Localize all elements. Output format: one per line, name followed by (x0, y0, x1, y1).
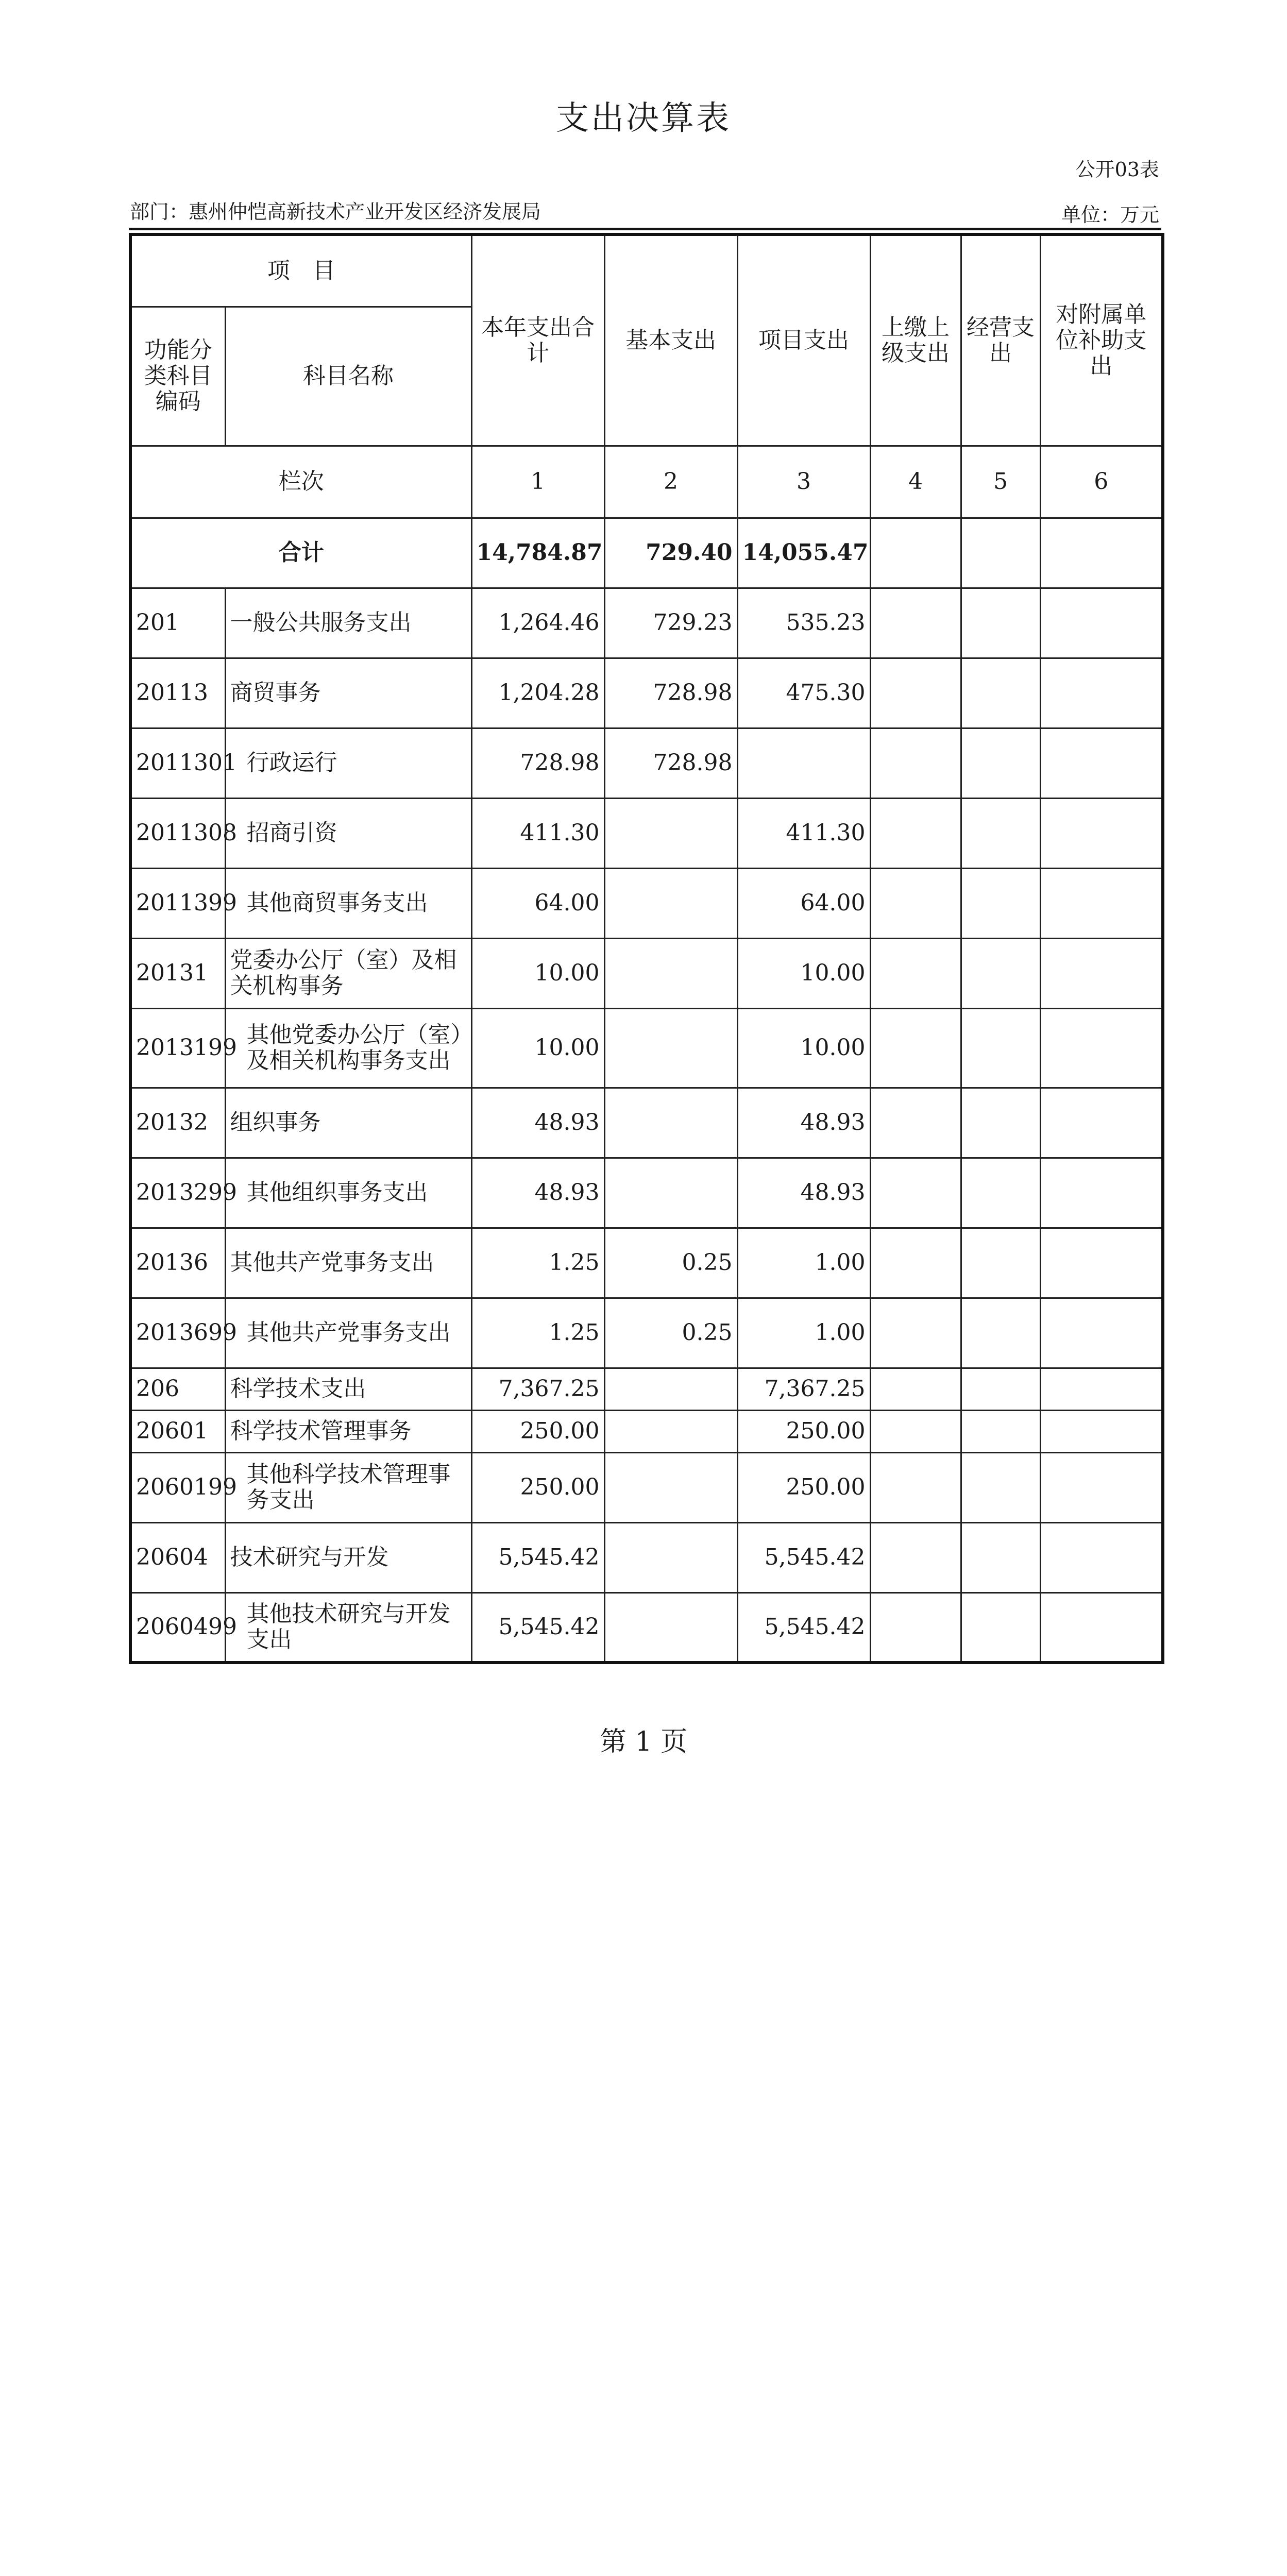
row-value: 10.00 (737, 938, 870, 1008)
row-value: 475.30 (737, 658, 870, 728)
row-value (961, 1088, 1040, 1158)
row-value: 411.30 (471, 798, 604, 868)
row-value (870, 588, 961, 658)
row-value (961, 728, 1040, 798)
total-label: 合计 (130, 518, 471, 588)
row-name: 商贸事务 (225, 658, 471, 728)
total-cell: 14,784.87 (471, 518, 604, 588)
row-code: 2011399 (130, 868, 225, 938)
row-value (1040, 938, 1163, 1008)
row-value (870, 938, 961, 1008)
table-row (130, 588, 1163, 658)
row-value (1040, 1410, 1163, 1452)
row-name: 其他技术研究与开发支出 (225, 1592, 471, 1663)
column-number: 3 (737, 446, 870, 518)
row-code: 20113 (130, 658, 225, 728)
row-value: 10.00 (471, 1008, 604, 1088)
row-code: 206 (130, 1368, 225, 1410)
row-code: 20131 (130, 938, 225, 1008)
row-code: 2013299 (130, 1158, 225, 1228)
row-value (1040, 1228, 1163, 1298)
row-value: 48.93 (471, 1088, 604, 1158)
row-value (870, 1088, 961, 1158)
row-value (604, 1368, 737, 1410)
row-value: 10.00 (471, 938, 604, 1008)
row-value (604, 1008, 737, 1088)
row-label: 栏次 (130, 446, 471, 518)
row-value (961, 938, 1040, 1008)
table-row (130, 658, 1163, 728)
row-name: 其他共产党事务支出 (225, 1228, 471, 1298)
row-code: 201 (130, 588, 225, 658)
row-name: 其他商贸事务支出 (225, 868, 471, 938)
table-row (130, 1368, 1163, 1410)
row-code: 20601 (130, 1410, 225, 1452)
row-value (870, 1008, 961, 1088)
row-code: 2060499 (130, 1592, 225, 1663)
col-total-header: 本年支出合计 (471, 234, 604, 446)
row-name: 技术研究与开发 (225, 1522, 471, 1592)
table-row (130, 1410, 1163, 1452)
row-code: 2011301 (130, 728, 225, 798)
table-row (130, 868, 1163, 938)
row-value (604, 1158, 737, 1228)
column-number: 2 (604, 446, 737, 518)
row-value (961, 868, 1040, 938)
row-code: 20132 (130, 1088, 225, 1158)
row-value (961, 1008, 1040, 1088)
row-value (1040, 1452, 1163, 1522)
item-header: 项 目 (130, 234, 471, 307)
row-value: 1.25 (471, 1298, 604, 1368)
row-value (870, 1228, 961, 1298)
row-value (870, 1298, 961, 1368)
col-upper-header: 上缴上级支出 (870, 234, 961, 446)
row-value: 1.00 (737, 1228, 870, 1298)
row-code: 20136 (130, 1228, 225, 1298)
col-project-header: 项目支出 (737, 234, 870, 446)
row-value (1040, 798, 1163, 868)
header-rule (129, 228, 1161, 230)
table-row (130, 1088, 1163, 1158)
col-subsidy-header: 对附属单位补助支出 (1040, 234, 1163, 446)
row-value: 48.93 (737, 1088, 870, 1158)
department-label: 部门：惠州仲恺高新技术产业开发区经济发展局 (130, 200, 541, 223)
row-value: 1,264.46 (471, 588, 604, 658)
table-row (130, 1008, 1163, 1088)
row-value: 48.93 (737, 1158, 870, 1228)
table-row (130, 728, 1163, 798)
row-value (961, 1368, 1040, 1410)
row-value (604, 1088, 737, 1158)
row-value: 728.98 (604, 728, 737, 798)
row-name: 其他共产党事务支出 (225, 1298, 471, 1368)
row-value (1040, 658, 1163, 728)
row-value: 535.23 (737, 588, 870, 658)
row-value: 729.23 (604, 588, 737, 658)
row-value: 64.00 (471, 868, 604, 938)
row-code: 2011308 (130, 798, 225, 868)
row-name: 科学技术管理事务 (225, 1410, 471, 1452)
row-value (961, 1452, 1040, 1522)
row-value (604, 1592, 737, 1663)
row-value: 728.98 (471, 728, 604, 798)
expenditure-table (129, 233, 1164, 1664)
row-value: 64.00 (737, 868, 870, 938)
row-value: 250.00 (737, 1410, 870, 1452)
row-name: 其他党委办公厅（室）及相关机构事务支出 (225, 1008, 471, 1088)
row-value: 5,545.42 (737, 1592, 870, 1663)
row-value (870, 798, 961, 868)
page-title: 支出决算表 (556, 99, 731, 138)
row-value: 48.93 (471, 1158, 604, 1228)
row-value (604, 868, 737, 938)
row-value (870, 868, 961, 938)
row-name: 其他科学技术管理事务支出 (225, 1452, 471, 1522)
row-value (870, 1158, 961, 1228)
row-value (961, 1228, 1040, 1298)
row-value (961, 1298, 1040, 1368)
row-value (1040, 1368, 1163, 1410)
row-value (961, 798, 1040, 868)
table-row (130, 1158, 1163, 1228)
table-row (130, 798, 1163, 868)
row-value (870, 728, 961, 798)
row-value: 5,545.42 (471, 1522, 604, 1592)
row-value: 0.25 (604, 1298, 737, 1368)
row-value (1040, 868, 1163, 938)
total-cell: 729.40 (604, 518, 737, 588)
table-row (130, 1298, 1163, 1368)
row-value: 1.25 (471, 1228, 604, 1298)
table-row (130, 1452, 1163, 1522)
row-value (961, 658, 1040, 728)
row-value (870, 1368, 961, 1410)
total-cell: 14,055.47 (737, 518, 870, 588)
row-name: 招商引资 (225, 798, 471, 868)
row-name: 其他组织事务支出 (225, 1158, 471, 1228)
row-value (961, 1592, 1040, 1663)
row-code: 20604 (130, 1522, 225, 1592)
row-value: 7,367.25 (471, 1368, 604, 1410)
total-cell (961, 518, 1040, 588)
row-value (870, 658, 961, 728)
row-value: 411.30 (737, 798, 870, 868)
row-value: 1,204.28 (471, 658, 604, 728)
row-name: 科学技术支出 (225, 1368, 471, 1410)
table-row (130, 1228, 1163, 1298)
row-value (604, 798, 737, 868)
total-cell (1040, 518, 1163, 588)
row-value: 250.00 (471, 1452, 604, 1522)
column-number: 5 (961, 446, 1040, 518)
col-basic-header: 基本支出 (604, 234, 737, 446)
table-row (130, 938, 1163, 1008)
page-number: 第 1 页 (599, 1726, 688, 1757)
subject-name-header: 科目名称 (225, 307, 471, 446)
row-value (604, 1410, 737, 1452)
row-value: 250.00 (737, 1452, 870, 1522)
col-business-header: 经营支出 (961, 234, 1040, 446)
row-value (870, 1592, 961, 1663)
row-code: 2013699 (130, 1298, 225, 1368)
row-value: 5,545.42 (471, 1592, 604, 1663)
total-cell (870, 518, 961, 588)
row-value (1040, 1298, 1163, 1368)
column-number: 4 (870, 446, 961, 518)
row-value: 1.00 (737, 1298, 870, 1368)
row-value (961, 588, 1040, 658)
table-row (130, 1592, 1163, 1663)
table-row (130, 1522, 1163, 1592)
row-value (961, 1158, 1040, 1228)
column-number: 6 (1040, 446, 1163, 518)
column-number: 1 (471, 446, 604, 518)
row-name: 党委办公厅（室）及相关机构事务 (225, 938, 471, 1008)
row-code: 2013199 (130, 1008, 225, 1088)
row-value (1040, 1522, 1163, 1592)
row-value (1040, 1008, 1163, 1088)
row-value (870, 1452, 961, 1522)
row-value (1040, 588, 1163, 658)
func-code-header: 功能分类科目编码 (130, 307, 225, 446)
row-value (1040, 1088, 1163, 1158)
row-name: 一般公共服务支出 (225, 588, 471, 658)
row-value (604, 1522, 737, 1592)
row-code: 2060199 (130, 1452, 225, 1522)
row-value (604, 1452, 737, 1522)
row-value (961, 1522, 1040, 1592)
unit-label: 单位：万元 (1061, 204, 1159, 226)
row-value: 728.98 (604, 658, 737, 728)
row-value (1040, 728, 1163, 798)
row-value (1040, 1158, 1163, 1228)
row-value (870, 1522, 961, 1592)
row-value (870, 1410, 961, 1452)
row-value (961, 1410, 1040, 1452)
row-value: 10.00 (737, 1008, 870, 1088)
row-value: 0.25 (604, 1228, 737, 1298)
row-value (1040, 1592, 1163, 1663)
form-code: 公开03表 (1075, 158, 1159, 181)
row-name: 组织事务 (225, 1088, 471, 1158)
row-name: 行政运行 (225, 728, 471, 798)
row-value: 250.00 (471, 1410, 604, 1452)
row-value (604, 938, 737, 1008)
row-value (737, 728, 870, 798)
row-value: 7,367.25 (737, 1368, 870, 1410)
row-value: 5,545.42 (737, 1522, 870, 1592)
